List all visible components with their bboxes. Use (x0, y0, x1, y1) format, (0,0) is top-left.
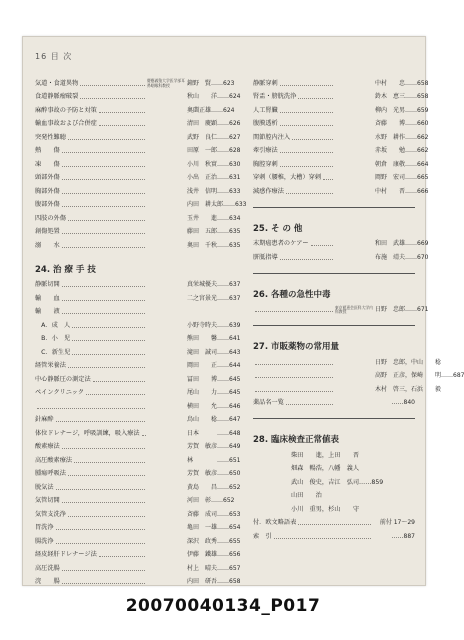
section-27-list (253, 356, 464, 410)
dot-leader (62, 310, 145, 314)
entry-author-page: 斉藤 成司……653 (187, 510, 241, 518)
section-25-list (253, 238, 429, 265)
dot-leader (62, 283, 145, 287)
dot-leader (68, 364, 145, 368)
dot-leader (74, 459, 145, 463)
toc-entry (253, 172, 429, 186)
dot-leader (286, 401, 333, 405)
entry-author-page: 芳賀 敏彦……649 (187, 443, 241, 451)
entry-title: 中心静脈圧の測定法 (35, 375, 91, 383)
entry-title: 牽引療法 (253, 147, 278, 155)
section-27-heading: 27. 市販薬物の常用量 (253, 342, 340, 352)
entry-author-page: 清田 慶顕……626 (187, 120, 241, 128)
toc-entry (35, 522, 241, 536)
toc-entry (253, 251, 429, 265)
entry-title: 静脈切開 (35, 281, 60, 289)
toc-entry (35, 373, 241, 387)
entry-title: ペインクリニック (35, 389, 85, 397)
toc-entry (35, 441, 241, 455)
dot-leader (62, 297, 145, 301)
entry-author-page: 黄島 昌……652 (187, 483, 241, 491)
toc-entry (35, 104, 235, 118)
section-24-heading: 24. 治 療 手 技 (35, 264, 96, 275)
entry-author-page: 内田 耕太郎……633 (187, 201, 247, 209)
entry-author-page: 奥田 千秋……635 (187, 241, 241, 249)
dot-leader (280, 163, 333, 167)
toc-entry (35, 576, 241, 590)
toc-entry (253, 131, 429, 145)
section-28-heading: 28. 臨床検査正常値表 (253, 435, 340, 445)
entry-title: 体位ドレナージ，呼吸訓練，吸入療法 (35, 429, 140, 437)
section-28-list (253, 449, 415, 517)
image-caption: 20070040134_P017 (125, 596, 321, 616)
dot-leader (62, 190, 145, 194)
toc-author-line (253, 463, 415, 477)
divider (253, 273, 415, 274)
dot-leader (62, 230, 145, 234)
dot-leader (68, 472, 145, 476)
entry-author-page: 尾山 力……645 (187, 389, 241, 397)
toc-entry (35, 549, 241, 563)
entry-title: 付．欧文略語表 (253, 519, 297, 527)
entry-author-page: 村上 晴夫……657 (187, 564, 241, 572)
entry-author-page: 高野 正彦，保崎 明……687 (375, 372, 464, 380)
section-26-list (253, 304, 429, 318)
entry-author-page: 水野 耕作……662 (375, 133, 429, 141)
toc-entry (35, 77, 235, 91)
toc-entry (253, 185, 429, 199)
toc-entry (35, 468, 241, 482)
toc-entry (253, 370, 464, 384)
left-top-list (35, 77, 247, 253)
toc-entry (253, 77, 429, 91)
toc-entry (35, 199, 247, 213)
dot-leader (280, 122, 333, 126)
toc-entry (35, 226, 241, 240)
divider (253, 325, 415, 326)
entry-title: 索 引 (253, 532, 272, 540)
entry-author-page: 日野 忠郎，中山 稔 (375, 358, 442, 366)
entry-author-page: 内田 研吾……658 (187, 578, 241, 586)
dot-leader (62, 580, 145, 584)
dot-leader (62, 176, 145, 180)
entry-author-page: 布施 靖夫……670 (375, 253, 429, 261)
entry-title: 麻酔事故の予防と対策 (35, 106, 97, 114)
author-names: 柴田 進，上田 晋 (291, 451, 360, 459)
entry-title: 輸血事故および合併症 (35, 120, 97, 128)
toc-entry (253, 145, 429, 159)
toc-entry (35, 145, 241, 159)
dot-leader (80, 95, 145, 99)
author-names: 小川 重男，杉山 守 (291, 505, 360, 513)
entry-author-page: 熊田 馨……641 (187, 335, 241, 343)
dot-leader (292, 136, 333, 140)
entry-title: 胸腔穿刺 (253, 160, 278, 168)
toc-entry (35, 239, 241, 253)
entry-title: 胼胝指導 (253, 253, 278, 261)
author-names: 畑森 暢浩，八幡 義人 (291, 465, 360, 473)
entry-title: 胸部外傷 (35, 187, 60, 195)
entry-title: 針麻酔 (35, 416, 54, 424)
entry-author-page: 柳内 光男……659 (375, 106, 429, 114)
toc-entry (253, 383, 442, 397)
entry-author-page: 和田 武雄……669 (375, 240, 429, 248)
entry-title: 高圧酸素療法 (35, 456, 73, 464)
entry-title: 溺 水 (35, 241, 60, 249)
dot-leader (72, 324, 145, 328)
toc-entry (35, 131, 241, 145)
toc-entry (35, 158, 241, 172)
toc-entry (35, 118, 241, 132)
entry-title: B．小 児 (35, 335, 71, 343)
entry-page: ……887 (391, 532, 415, 540)
entry-author-page: 芳賀 敏彦……650 (187, 470, 241, 478)
entry-author-page: 鈴木 恵三……658 (375, 93, 429, 101)
entry-title: 穿刺（腰椎，大槽）穿刺 (253, 174, 322, 182)
entry-title: 創傷処置 (35, 228, 60, 236)
toc-author-line (253, 449, 415, 463)
entry-title: 腫瘍呼吸法 (35, 470, 66, 478)
toc-entry (35, 454, 241, 468)
toc-entry (253, 397, 415, 411)
entry-affiliation: 慶應義塾大学医学部耳鼻咽喉科教授 (147, 78, 185, 88)
toc-entry (253, 517, 415, 531)
entry-author-page: 河田 彰……652 (187, 497, 235, 505)
dot-leader (255, 374, 333, 378)
dot-leader (99, 109, 145, 113)
toc-entry (35, 292, 241, 306)
entry-author-page: 伊藤 鐵雄……656 (187, 551, 241, 559)
entry-title: 末期癌患者のケアー (253, 240, 309, 248)
entry-author-page: 岡野 宏司……665 (375, 174, 429, 182)
book-page (22, 36, 464, 586)
entry-title: 腎盂・膀胱洗浄 (253, 93, 297, 101)
entry-title: 気管切開 (35, 497, 60, 505)
toc-entry (35, 414, 241, 428)
entry-author-page: 中村 忠……658 (375, 79, 429, 87)
entry-author-page: 日野 忠郎……671 (375, 306, 429, 314)
dot-leader (323, 176, 333, 180)
entry-author-page: ……840 (391, 399, 415, 407)
toc-entry (35, 535, 241, 549)
toc-entry (35, 400, 241, 414)
section-25-heading: 25. そ の 他 (253, 223, 303, 234)
entry-title: 輸 液 (35, 308, 60, 316)
dot-leader (56, 526, 145, 530)
entry-author-page: 武野 良仁……627 (187, 133, 241, 141)
dot-leader (298, 521, 371, 525)
entry-author-page: 横田 允……646 (187, 402, 241, 410)
entry-title: 薬品名一覧 (253, 399, 284, 407)
right-column (253, 77, 464, 544)
entry-author-page: 冨田 博……645 (187, 375, 241, 383)
entry-title: 脱気法 (35, 483, 54, 491)
entry-affiliation: 東京慈恵会医科大学内科教授 (335, 304, 373, 315)
left-column (35, 77, 247, 589)
dot-leader (86, 391, 145, 395)
divider (253, 207, 415, 208)
entry-title: 頭部外傷 (35, 174, 60, 182)
dot-leader (280, 256, 333, 260)
entry-author-page: 浅井 信明……633 (187, 187, 241, 195)
entry-author-page: 玉井 進……634 (187, 214, 241, 222)
toc-entry (35, 481, 241, 495)
dot-leader (280, 82, 333, 86)
entry-title: 熱 傷 (35, 147, 60, 155)
dot-leader (68, 217, 145, 221)
dot-leader (62, 567, 145, 571)
section-26-heading: 26. 各種の急性中毒 (253, 289, 331, 300)
entry-title: 気管支洗浄 (35, 510, 66, 518)
entry-title: 浣 腸 (35, 578, 60, 586)
entry-title: 食道静脈瘤破裂 (35, 93, 79, 101)
entry-title: A．成 人 (35, 321, 71, 329)
entry-author-page: 朝倉 康敬……664 (375, 160, 429, 168)
toc-entry (35, 562, 241, 576)
dot-leader (311, 242, 333, 246)
entry-title: 胃洗浄 (35, 524, 54, 532)
entry-author-page: 秋山 洋……624 (187, 93, 241, 101)
toc-entry (253, 91, 429, 105)
entry-title: 静脈穿刺 (253, 79, 278, 87)
entry-title: 腸洗浄 (35, 537, 54, 545)
toc-entry (35, 333, 241, 347)
dot-leader (62, 499, 145, 503)
toc-entry (253, 118, 429, 132)
entry-author-page: 小川 秋實……630 (187, 160, 241, 168)
entry-title: 四肢の外傷 (35, 214, 66, 222)
dot-leader (274, 535, 371, 539)
dot-leader (62, 244, 145, 248)
dot-leader (80, 82, 145, 86)
toc-author-line (253, 503, 415, 517)
entry-author-page: 鐘野 賢……623 (187, 79, 235, 87)
dot-leader (68, 136, 145, 140)
entry-author-page: 岡田 正……644 (187, 362, 241, 370)
dot-leader (62, 203, 145, 207)
dot-leader (286, 190, 333, 194)
toc-entry (253, 356, 442, 370)
toc-entry (35, 279, 241, 293)
divider (253, 418, 415, 419)
entry-title: 腹膜透析 (253, 120, 278, 128)
toc-entry (35, 495, 235, 509)
entry-title: C．新生児 (35, 348, 71, 356)
dot-leader (62, 149, 145, 153)
dot-leader (255, 361, 333, 365)
toc-entry (35, 427, 241, 441)
toc-entry (253, 530, 415, 544)
entry-title: 経皮経肝ドレナージ法 (35, 551, 97, 559)
entry-author-page: 奥薗正雄……624 (187, 106, 235, 114)
dot-leader (280, 149, 333, 153)
entry-title: 経管栄養法 (35, 362, 66, 370)
entry-author-page: 小野寺時夫……639 (187, 321, 241, 329)
entry-title: 酸素療法 (35, 443, 60, 451)
entry-author-page: 斉藤 博……660 (375, 120, 429, 128)
dot-leader (68, 513, 145, 517)
toc-entry (35, 387, 241, 401)
toc-entry (253, 158, 429, 172)
author-names: 武山 俊史，吉江 弘司……859 (291, 478, 384, 486)
entry-author-page: 木村 啓三，石浜 毅 (375, 385, 442, 393)
toc-entry (35, 212, 241, 226)
entry-title: 凍 傷 (35, 160, 60, 168)
toc-author-line (253, 476, 415, 490)
dot-leader (37, 405, 145, 409)
entry-author-page: 真栄城優夫……637 (187, 281, 241, 289)
entry-author-page: 日本 ……648 (187, 429, 241, 437)
entry-author-page: 赤坂 勉……662 (375, 147, 429, 155)
dot-leader (298, 95, 333, 99)
author-names: 山田 治 (291, 492, 322, 500)
toc-entry (35, 91, 241, 105)
entry-title: 減感作療法 (253, 187, 284, 195)
toc-entry (253, 104, 429, 118)
dot-leader (62, 445, 145, 449)
entry-title: 気道・食道異物 (35, 79, 79, 87)
toc-entry (35, 346, 241, 360)
section-24-list (35, 279, 241, 590)
entry-author-page: 滝田 誠司……643 (187, 348, 241, 356)
toc-entry (35, 185, 241, 199)
entry-page: 前付 17～29 (379, 519, 415, 527)
dot-leader (93, 378, 145, 382)
entry-author-page: 二之宮景光……637 (187, 294, 241, 302)
page-header: 16 目 次 (35, 52, 73, 61)
entry-title: 高圧洗腸 (35, 564, 60, 572)
entry-author-page: 田原 一郎……628 (187, 147, 241, 155)
entry-title: 突発性難聴 (35, 133, 66, 141)
toc-entry (35, 306, 227, 320)
dot-leader (99, 122, 145, 126)
entry-title: 人工腎臓 (253, 106, 278, 114)
entry-author-page: 中村 晋……666 (375, 187, 429, 195)
entry-title: 関節腔内注入 (253, 133, 291, 141)
entry-author-page: 林 ……651 (187, 456, 241, 464)
entry-title: 輸 血 (35, 294, 60, 302)
dot-leader (99, 553, 145, 557)
toc-entry (253, 304, 429, 318)
dot-leader (280, 109, 333, 113)
dot-leader (62, 163, 145, 167)
dot-leader (56, 486, 145, 490)
entry-author-page: 亀田 一雄……654 (187, 524, 241, 532)
toc-author-line (253, 490, 415, 504)
dot-leader (255, 308, 333, 312)
entry-author-page: 深沢 政秀……655 (187, 537, 241, 545)
right-top-list (253, 77, 429, 199)
entry-author-page: 小出 正治……631 (187, 174, 241, 182)
dot-leader (72, 351, 145, 355)
dot-leader (56, 418, 145, 422)
toc-entry (253, 238, 429, 252)
entry-title: 腹部外傷 (35, 201, 60, 209)
dot-leader (142, 432, 146, 436)
dot-leader (56, 540, 145, 544)
toc-entry (35, 172, 241, 186)
entry-author-page: 藤田 五郎……635 (187, 228, 241, 236)
entry-author-page: 鳥山 稔……647 (187, 416, 241, 424)
section-28-extras (253, 517, 415, 544)
dot-leader (255, 388, 333, 392)
dot-leader (72, 337, 145, 341)
toc-entry (35, 508, 241, 522)
toc-entry (35, 360, 241, 374)
toc-entry (35, 319, 241, 333)
